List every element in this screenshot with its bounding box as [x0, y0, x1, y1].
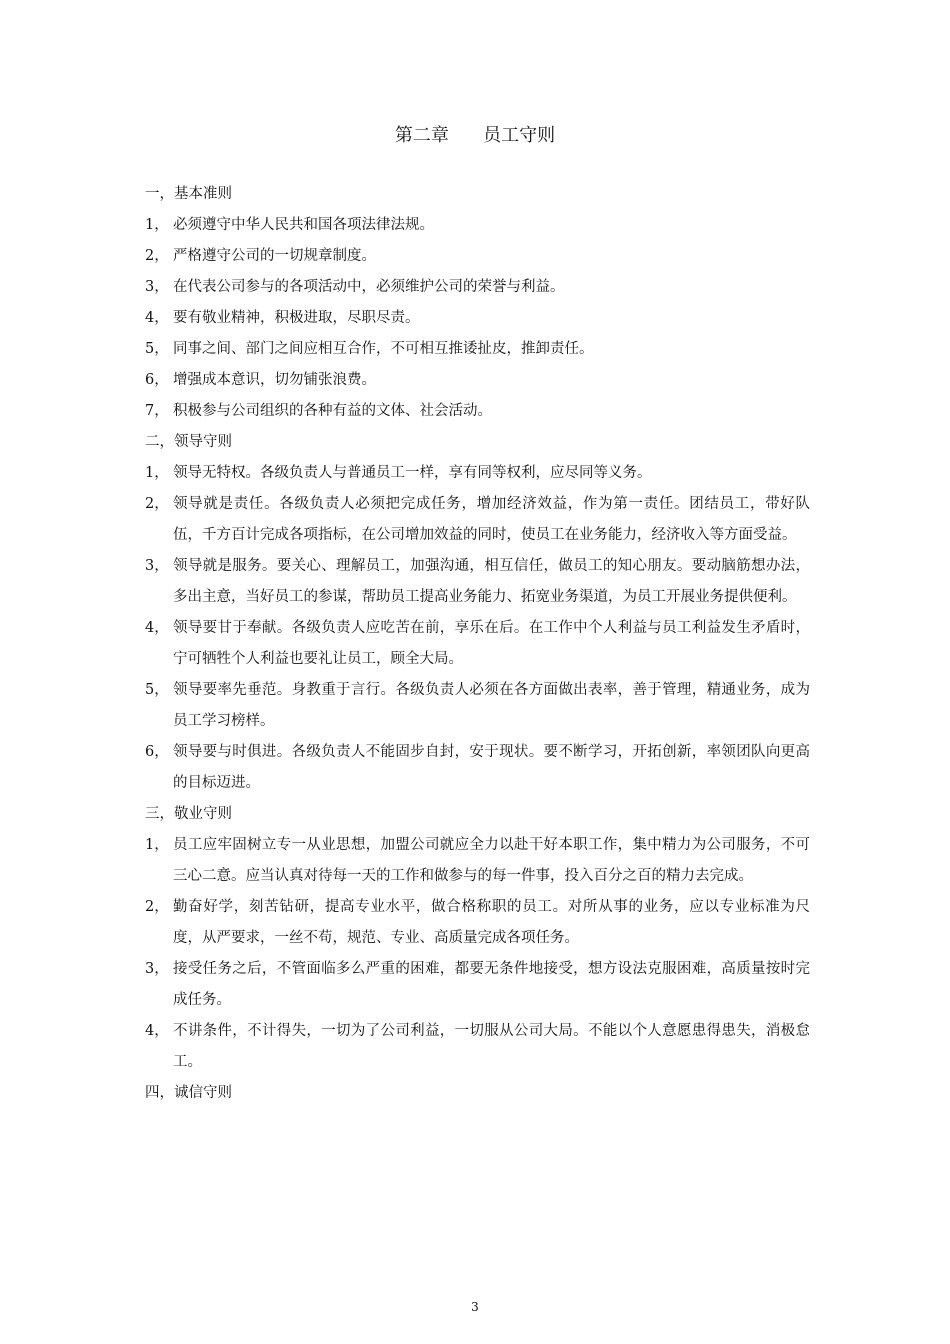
rule-item — [145, 675, 810, 737]
rule-number: 6， — [145, 744, 169, 760]
rule-item — [145, 458, 810, 489]
rule-number: 6， — [145, 372, 169, 388]
rule-number: 1， — [145, 837, 169, 853]
rule-text: 领导要率先垂范。身教重于言行。各级负责人必须在各方面做出表率，善于管理，精通业务，成为员工学习榜样。 — [173, 682, 810, 729]
rule-number: 1， — [145, 465, 169, 481]
rule-text: 领导就是责任。各级负责人必须把完成任务，增加经济效益，作为第一责任。团结员工，带好队伍，千方百计完成各项指标，在公司增加效益的同时，使员工在业务能力，经济收入等方面受益。 — [173, 496, 810, 543]
section-heading: 一，基本准则 — [145, 186, 232, 202]
rule-text: 必须遵守中华人民共和国各项法律法规。 — [173, 217, 434, 233]
rule-item — [145, 365, 810, 396]
rule-text: 领导要甘于奉献。各级负责人应吃苦在前，享乐在后。在工作中个人利益与员工利益发生矛盾时，宁可牺牲个人利益也要礼让员工，顾全大局。 — [173, 620, 810, 667]
rule-text: 不讲条件，不计得失，一切为了公司利益，一切服从公司大局。不能以个人意愿患得患失，消极怠工。 — [173, 1023, 810, 1070]
document-body — [145, 179, 810, 1109]
rule-text: 员工应牢固树立专一从业思想，加盟公司就应全力以赴干好本职工作，集中精力为公司服务，不可三心二意。应当认真对待每一天的工作和做参与的每一件事，投入百分之百的精力去完成。 — [173, 837, 810, 884]
rule-text: 增强成本意识，切勿铺张浪费。 — [173, 372, 376, 388]
rule-item — [145, 954, 810, 1016]
rule-number: 4， — [145, 620, 169, 636]
chapter-title: 第二章 员工守则 — [394, 125, 556, 146]
rule-number: 2， — [145, 496, 169, 512]
rule-number: 3， — [145, 961, 169, 977]
rule-text: 接受任务之后，不管面临多么严重的困难，都要无条件地接受，想方设法克服困难，高质量按时完成任务。 — [173, 961, 810, 1008]
rule-number: 2， — [145, 899, 169, 915]
rule-number: 1， — [145, 217, 169, 233]
rule-text: 领导要与时俱进。各级负责人不能固步自封，安于现状。要不断学习，开拓创新，率领团队向更高的目标迈进。 — [173, 744, 810, 791]
page-number: 3 — [471, 1300, 479, 1314]
section-heading: 二，领导守则 — [145, 434, 232, 450]
rule-item — [145, 210, 810, 241]
rule-number: 4， — [145, 1023, 169, 1039]
section-heading: 三，敬业守则 — [145, 806, 232, 822]
rule-item — [145, 737, 810, 799]
rule-text: 严格遵守公司的一切规章制度。 — [173, 248, 376, 264]
rule-item — [145, 830, 810, 892]
rule-number: 3， — [145, 279, 169, 295]
rule-item — [145, 551, 810, 613]
rule-number: 7， — [145, 403, 169, 419]
rule-text: 在代表公司参与的各项活动中，必须维护公司的荣誉与利益。 — [173, 279, 565, 295]
rule-item — [145, 241, 810, 272]
rule-item — [145, 613, 810, 675]
rule-text: 领导无特权。各级负责人与普通员工一样，享有同等权利，应尽同等义务。 — [173, 465, 652, 481]
rule-number: 5， — [145, 682, 169, 698]
rule-text: 勤奋好学，刻苦钻研，提高专业水平，做合格称职的员工。对所从事的业务，应以专业标准为尺度，从严要求，一丝不苟，规范、专业、高质量完成各项任务。 — [173, 899, 810, 946]
rule-text: 领导就是服务。要关心、理解员工，加强沟通，相互信任，做员工的知心朋友。要动脑筋想办法，多出主意，当好员工的参谋，帮助员工提高业务能力、拓宽业务渠道，为员工开展业务提供便利。 — [173, 558, 810, 605]
rule-number: 5， — [145, 341, 169, 357]
rule-text: 积极参与公司组织的各种有益的文体、社会活动。 — [173, 403, 492, 419]
rule-item — [145, 272, 810, 303]
rule-item — [145, 892, 810, 954]
rule-number: 4， — [145, 310, 169, 326]
section-heading: 四，诚信守则 — [145, 1085, 232, 1101]
rule-text: 要有敬业精神，积极进取，尽职尽责。 — [173, 310, 420, 326]
rule-item — [145, 1016, 810, 1078]
rule-number: 3， — [145, 558, 169, 574]
rule-item — [145, 396, 810, 427]
rule-item — [145, 489, 810, 551]
rule-item — [145, 303, 810, 334]
rule-number: 2， — [145, 248, 169, 264]
rule-text: 同事之间、部门之间应相互合作，不可相互推诿扯皮，推卸责任。 — [173, 341, 594, 357]
rule-item — [145, 334, 810, 365]
